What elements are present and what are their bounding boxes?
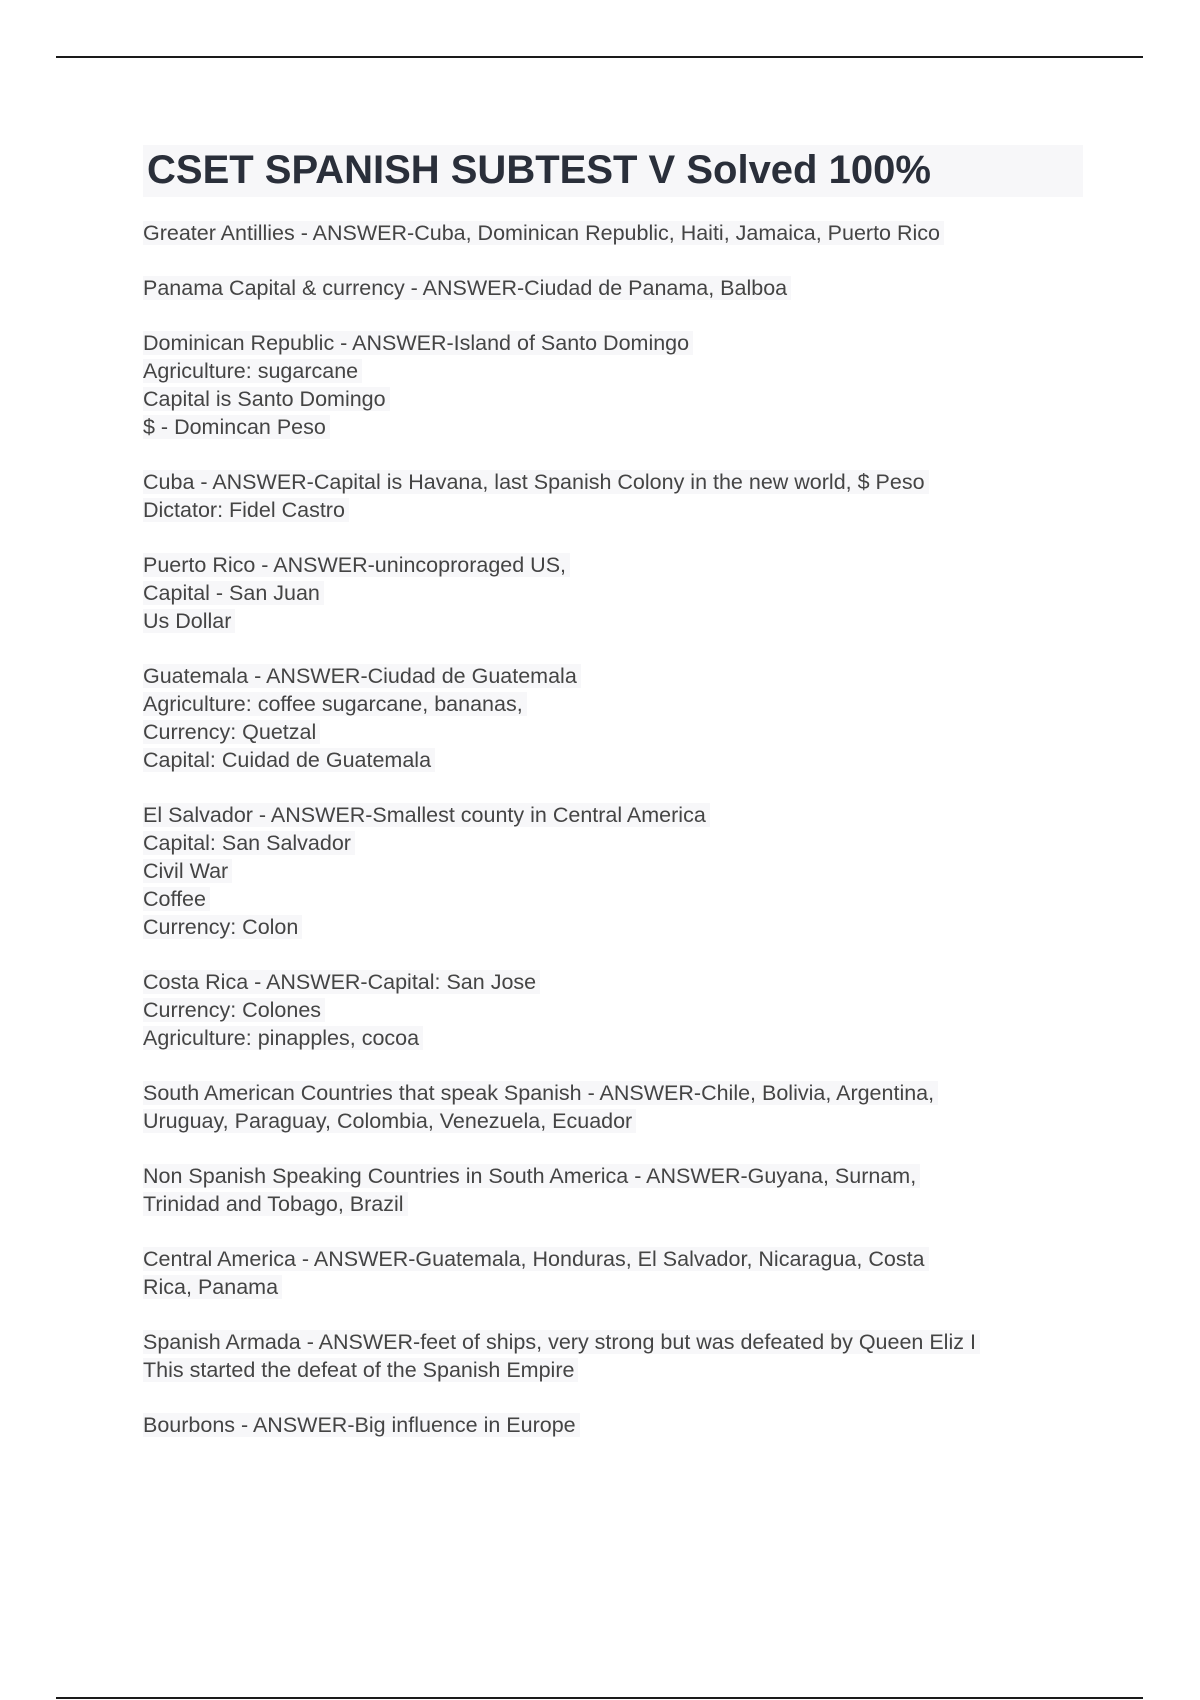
entry-text: Civil War xyxy=(143,859,232,883)
entry-text: Currency: Quetzal xyxy=(143,720,320,744)
flashcard-entry xyxy=(143,468,1093,524)
entry-text: Costa Rica - ANSWER-Capital: San Jose xyxy=(143,970,540,994)
document-page xyxy=(143,145,1093,1466)
entry-answer-line xyxy=(143,829,1093,857)
document-title: CSET SPANISH SUBTEST V Solved 100% xyxy=(143,145,1083,197)
entry-text: Capital: San Salvador xyxy=(143,831,355,855)
entry-text: El Salvador - ANSWER-Smallest county in Central America xyxy=(143,803,710,827)
entry-question-line xyxy=(143,662,1093,690)
entry-text: Currency: Colones xyxy=(143,998,325,1022)
header-rule xyxy=(56,56,1143,58)
entry-question-line xyxy=(143,468,1093,496)
entry-question-line xyxy=(143,1245,1093,1273)
entry-text: Central America - ANSWER-Guatemala, Honduras, El Salvador, Nicaragua, Costa xyxy=(143,1247,929,1271)
entry-text: Capital - San Juan xyxy=(143,581,324,605)
entry-text: Dominican Republic - ANSWER-Island of Santo Domingo xyxy=(143,331,693,355)
flashcard-entry xyxy=(143,801,1093,941)
entry-answer-line xyxy=(143,913,1093,941)
entry-answer-line xyxy=(143,1024,1093,1052)
entry-question-line xyxy=(143,329,1093,357)
entry-answer-line xyxy=(143,1273,1093,1301)
flashcard-entry xyxy=(143,329,1093,441)
entry-answer-line xyxy=(143,579,1093,607)
entry-question-line xyxy=(143,968,1093,996)
flashcard-entry xyxy=(143,1162,1093,1218)
entry-answer-line xyxy=(143,1107,1093,1135)
entry-answer-line xyxy=(143,413,1093,441)
entry-text: This started the defeat of the Spanish Empire xyxy=(143,1358,578,1382)
entry-text: Rica, Panama xyxy=(143,1275,282,1299)
entry-text: Guatemala - ANSWER-Ciudad de Guatemala xyxy=(143,664,581,688)
entry-text: Trinidad and Tobago, Brazil xyxy=(143,1192,408,1216)
entry-answer-line xyxy=(143,857,1093,885)
entry-answer-line xyxy=(143,357,1093,385)
entry-text: Us Dollar xyxy=(143,609,235,633)
entry-text: Agriculture: pinapples, cocoa xyxy=(143,1026,423,1050)
entry-question-line xyxy=(143,219,1093,247)
flashcard-entry xyxy=(143,1079,1093,1135)
entry-answer-line xyxy=(143,385,1093,413)
flashcard-entry xyxy=(143,968,1093,1052)
entry-answer-line xyxy=(143,996,1093,1024)
entry-question-line xyxy=(143,1162,1093,1190)
entry-text: Agriculture: coffee sugarcane, bananas, xyxy=(143,692,527,716)
entry-answer-line xyxy=(143,746,1093,774)
flashcard-entry xyxy=(143,662,1093,774)
entry-text: Spanish Armada - ANSWER-feet of ships, very strong but was defeated by Queen Eliz I xyxy=(143,1330,980,1354)
entry-question-line xyxy=(143,274,1093,302)
entry-text: Puerto Rico - ANSWER-unincoproraged US, xyxy=(143,553,570,577)
entry-text: Currency: Colon xyxy=(143,915,302,939)
entry-text: Dictator: Fidel Castro xyxy=(143,498,349,522)
entry-answer-line xyxy=(143,1190,1093,1218)
entry-question-line xyxy=(143,801,1093,829)
entry-text: Uruguay, Paraguay, Colombia, Venezuela, Ecuador xyxy=(143,1109,636,1133)
entry-answer-line xyxy=(143,718,1093,746)
entry-answer-line xyxy=(143,496,1093,524)
flashcard-entry xyxy=(143,551,1093,635)
flashcard-entry xyxy=(143,1411,1093,1439)
entry-text: Non Spanish Speaking Countries in South America - ANSWER-Guyana, Surnam, xyxy=(143,1164,920,1188)
entry-text: Bourbons - ANSWER-Big influence in Europe xyxy=(143,1413,580,1437)
entry-text: Cuba - ANSWER-Capital is Havana, last Spanish Colony in the new world, $ Peso xyxy=(143,470,929,494)
entry-text: Coffee xyxy=(143,887,210,911)
flashcard-list xyxy=(143,219,1093,1439)
entry-text: Agriculture: sugarcane xyxy=(143,359,362,383)
flashcard-entry xyxy=(143,219,1093,247)
flashcard-entry xyxy=(143,274,1093,302)
entry-text: Panama Capital & currency - ANSWER-Ciudad de Panama, Balboa xyxy=(143,276,791,300)
entry-answer-line xyxy=(143,690,1093,718)
entry-text: Greater Antillies - ANSWER-Cuba, Dominican Republic, Haiti, Jamaica, Puerto Rico xyxy=(143,221,944,245)
entry-text: $ - Domincan Peso xyxy=(143,415,330,439)
entry-question-line xyxy=(143,1411,1093,1439)
entry-question-line xyxy=(143,551,1093,579)
entry-answer-line xyxy=(143,607,1093,635)
entry-question-line xyxy=(143,1079,1093,1107)
entry-text: Capital is Santo Domingo xyxy=(143,387,390,411)
flashcard-entry xyxy=(143,1328,1093,1384)
footer-rule xyxy=(56,1697,1143,1699)
flashcard-entry xyxy=(143,1245,1093,1301)
entry-answer-line xyxy=(143,1356,1093,1384)
entry-question-line xyxy=(143,1328,1093,1356)
entry-answer-line xyxy=(143,885,1093,913)
entry-text: South American Countries that speak Spanish - ANSWER-Chile, Bolivia, Argentina, xyxy=(143,1081,938,1105)
entry-text: Capital: Cuidad de Guatemala xyxy=(143,748,435,772)
